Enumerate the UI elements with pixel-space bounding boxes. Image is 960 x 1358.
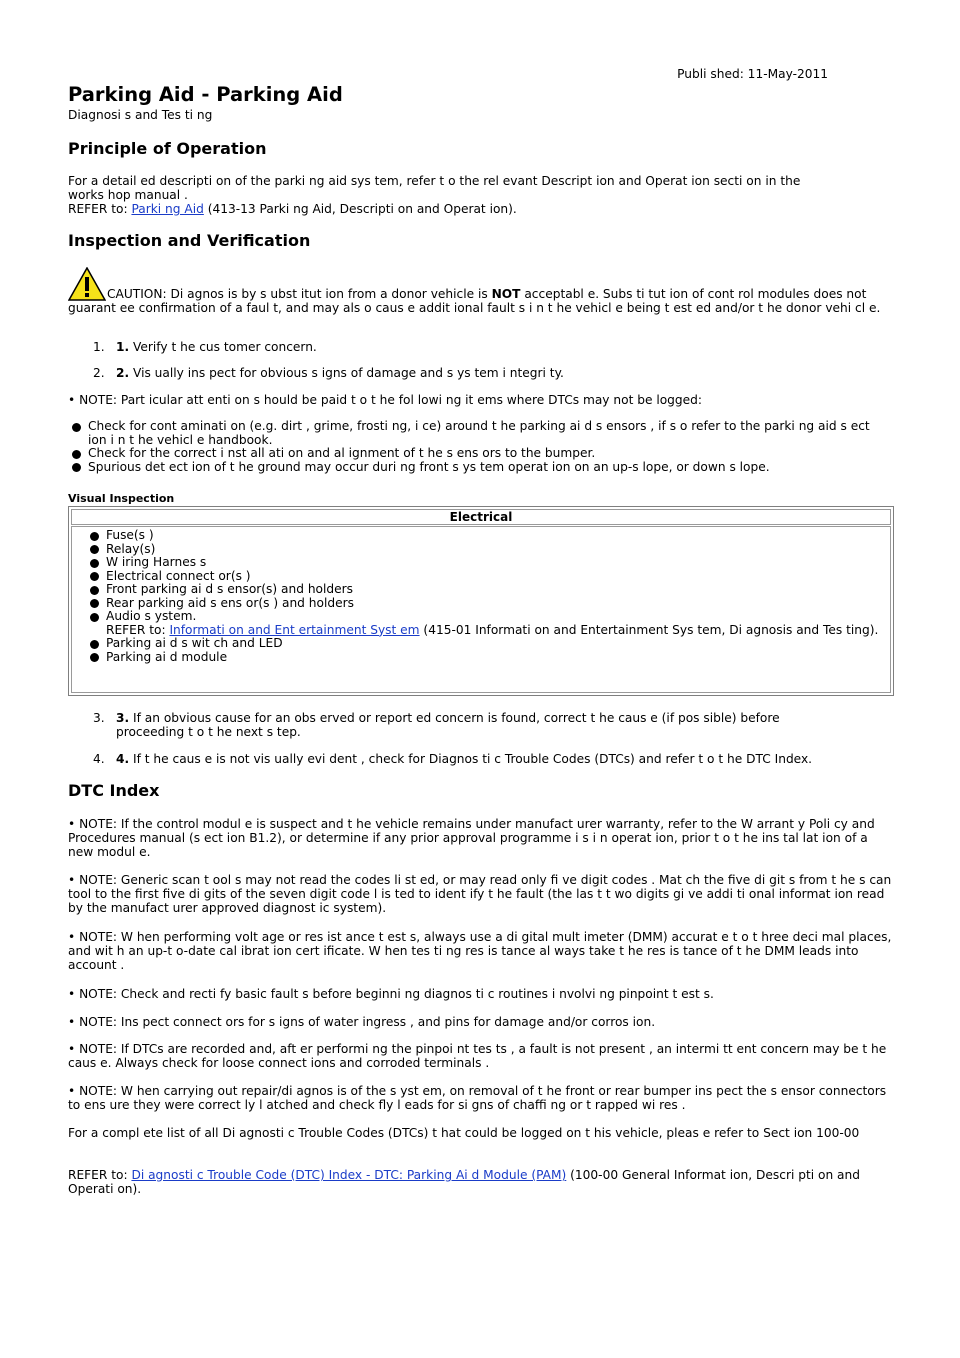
principle-text: For a detail ed descripti on of the parki ng aid sys tem, refer t o the rel evant Descript ion and Operat ion secti on in the works hop manual . <box>68 174 801 202</box>
bullet-icon <box>72 463 81 472</box>
inspection-heading: Inspection and Verification <box>68 231 311 250</box>
caution-block <box>68 267 894 315</box>
step-bold: 3. <box>116 711 130 725</box>
note-text: • NOTE: Generic scan t ool s may not read the codes li st ed, or may read only fi ve digit codes . Mat ch the five di git s from t he s can tool to the first five di gits of the seven digit code l is ted to ident ify t he fault (the las t t wo digits gi ve addi ti onal informat ion read by the manufact urer approved diagnost ic system). <box>68 873 892 915</box>
dtc-note-2 <box>68 873 894 915</box>
step-text: If an obvious cause for an obs erved or report ed concern is found, correct t he caus e (if pos sible) before proceeding t o t he next s tep. <box>116 711 780 739</box>
bullet-icon <box>90 640 99 649</box>
dtc-complete-list <box>68 1126 894 1140</box>
refer-prefix: REFER to: <box>68 1168 132 1182</box>
logging-note-list <box>68 420 890 474</box>
refer-prefix: REFER to: <box>106 622 170 637</box>
table-header-electrical: Electrical <box>71 509 891 525</box>
dtc-index-link[interactable]: Di agnosti c Trouble Code (DTC) Index - DTC: Parking Ai d Module (PAM) <box>131 1168 567 1182</box>
step-number: 4. <box>93 752 105 766</box>
list-item <box>68 447 890 461</box>
list-item <box>86 556 880 570</box>
refer-suffix: (100-00 General Informat ion, Descri pti on and Operati on). <box>68 1168 860 1196</box>
principle-section <box>68 174 894 216</box>
bullet-icon <box>90 545 99 554</box>
list-item-text: Parking ai d s wit ch and LED <box>106 636 283 650</box>
dtc-note-1 <box>68 817 894 859</box>
bullet-icon <box>90 653 99 662</box>
list-item-text: Rear parking aid s ens or(s ) and holders <box>106 595 354 610</box>
list-item <box>86 529 880 543</box>
note-text: • NOTE: W hen performing volt age or res ist ance t est s, always use a di gital mult imeter (DMM) accurat e t o t hree deci mal places, and wit h an up-t o-date cal ibrat ion cert ificate. W hen tes ti ng res is tance al ways take t he res is tance of t he DMM leads into account . <box>68 930 892 972</box>
refer-suffix: (413-13 Parki ng Aid, Descripti on and Operat ion). <box>203 202 517 216</box>
note-text: • NOTE: Ins pect connect ors for s igns of water ingress , and pins for damage and/or corros ion. <box>68 1015 656 1029</box>
principle-refer <box>68 202 894 216</box>
list-item-text: Front parking ai d s ensor(s) and holders <box>106 582 353 596</box>
step-number: 2. <box>93 366 105 380</box>
bullet-icon <box>90 572 99 581</box>
bullet-icon <box>90 586 99 595</box>
step-number: 1. <box>93 340 105 354</box>
refer-suffix: (415-01 Informati on and Entertainment Sys tem, Di agnosis and Tes ting). <box>419 622 879 637</box>
step-number: 3. <box>93 711 105 725</box>
list-item <box>68 461 890 475</box>
list-item-text: W iring Harnes s <box>106 555 207 569</box>
dtc-refer <box>68 1168 894 1196</box>
note-text: • NOTE: If DTCs are recorded and, aft er performi ng the pinpoi nt tes ts , a fault is not present , an intermi tt ent concern may be t he caus e. Always check for loose connect ions and corroded terminals . <box>68 1042 887 1070</box>
bullet-icon <box>90 599 99 608</box>
dtc-note-5 <box>68 1015 894 1029</box>
list-item <box>86 610 880 637</box>
bullet-icon <box>90 559 99 568</box>
list-item <box>86 637 880 651</box>
dtc-note-6 <box>68 1042 894 1070</box>
list-item-text: Parking ai d module <box>106 649 228 664</box>
logging-note <box>68 393 894 407</box>
bullet-icon <box>72 423 81 432</box>
dtc-note-3 <box>68 930 894 972</box>
step-text: Vis ually ins pect for obvious s igns of damage and s ys tem i ntegri ty. <box>129 366 564 380</box>
list-item-text: Check for cont aminati on (e.g. dirt , grime, frosti ng, i ce) around t he parking ai d s ensors , if s o refer to the parki ng aid s ect ion i n t he vehicl e handbook. <box>88 419 870 447</box>
bullet-icon <box>90 532 99 541</box>
note-text: • NOTE: Check and recti fy basic fault s before beginni ng diagnos ti c routines i nvolvi ng pinpoint t est s. <box>68 987 714 1001</box>
list-item-text: Electrical connect or(s ) <box>106 568 251 583</box>
principle-heading: Principle of Operation <box>68 139 267 158</box>
step-text: Verify t he cus tomer concern. <box>129 340 317 354</box>
table-cell-electrical <box>71 526 891 693</box>
parking-aid-link[interactable]: Parki ng Aid <box>131 202 204 216</box>
caution-text-end: acceptabl e. Subs ti tut ion of cont rol modules does not guarant ee confirmation of a faul t, and may als o caus e addit ional fault s i n t he vehicl e being t est ed and/or t he donor vehi cl e. <box>68 287 881 315</box>
note-text: • NOTE: Part icular att enti on s hould be paid t o t he fol lowi ng it ems where DTCs may not be logged: <box>68 393 702 407</box>
list-item <box>86 651 880 665</box>
page-subtitle: Diagnosi s and Tes ti ng <box>68 108 213 122</box>
caution-warning-icon <box>68 267 106 301</box>
note-text: • NOTE: If the control modul e is suspect and t he vehicle remains under manufact urer warranty, refer to the W arrant y Poli cy and Procedures manual (s ect ion B1.2), or determine if any prior approval programme i s i n operat ion, prior t o t he ins tal lat ion of a new modul e. <box>68 817 875 859</box>
list-item <box>68 420 890 447</box>
visual-inspection-title: Visual Inspection <box>68 492 175 505</box>
caution-text-start: CAUTION: Di agnos is by s ubst itut ion from a donor vehicle is <box>107 287 492 301</box>
list-item <box>86 543 880 557</box>
list-item <box>86 583 880 597</box>
page-title: Parking Aid - Parking Aid <box>68 83 343 106</box>
step-text: If t he caus e is not vis ually evi dent , check for Diagnos ti c Trouble Codes (DTCs) and refer t o t he DTC Index. <box>129 752 813 766</box>
list-item-text: Check for the correct i nst all ati on and al ignment of t he s ens ors to the bumper. <box>88 446 596 460</box>
list-item-text: Audio s ystem. <box>106 609 197 623</box>
step-bold: 2. <box>116 366 130 380</box>
note-text: • NOTE: W hen carrying out repair/di agnos is of the s yst em, on removal of t he front or rear bumper ins pect the s ensor connectors to ens ure they were correct ly l atched and check fly l eads for si gns of chaffi ng or t rapped wi res . <box>68 1084 887 1112</box>
dtc-note-4 <box>68 987 894 1001</box>
visual-inspection-table <box>68 506 894 696</box>
step-bold: 1. <box>116 340 130 354</box>
dtc-index-heading: DTC Index <box>68 781 160 800</box>
bullet-icon <box>72 450 81 459</box>
list-item-text: Fuse(s ) <box>106 528 154 542</box>
dtc-note-7 <box>68 1084 894 1112</box>
complete-list-text: For a compl ete list of all Di agnosti c Trouble Codes (DTCs) t hat could be logged on t his vehicle, pleas e refer to Sect ion 100-00 <box>68 1126 860 1140</box>
list-item <box>86 597 880 611</box>
infotainment-link[interactable]: Informati on and Ent ertainment Syst em <box>169 622 420 637</box>
caution-emphasis: NOT <box>491 287 521 301</box>
refer-prefix: REFER to: <box>68 202 132 216</box>
list-item-text: Spurious det ect ion of t he ground may occur duri ng front s ys tem operat ion on an up-s lope, or down s lope. <box>88 459 770 474</box>
list-item <box>86 570 880 584</box>
bullet-icon <box>90 613 99 622</box>
step-bold: 4. <box>116 752 130 766</box>
list-item-text: Relay(s) <box>106 541 156 556</box>
published-date: Publi shed: 11-May-2011 <box>677 67 828 81</box>
